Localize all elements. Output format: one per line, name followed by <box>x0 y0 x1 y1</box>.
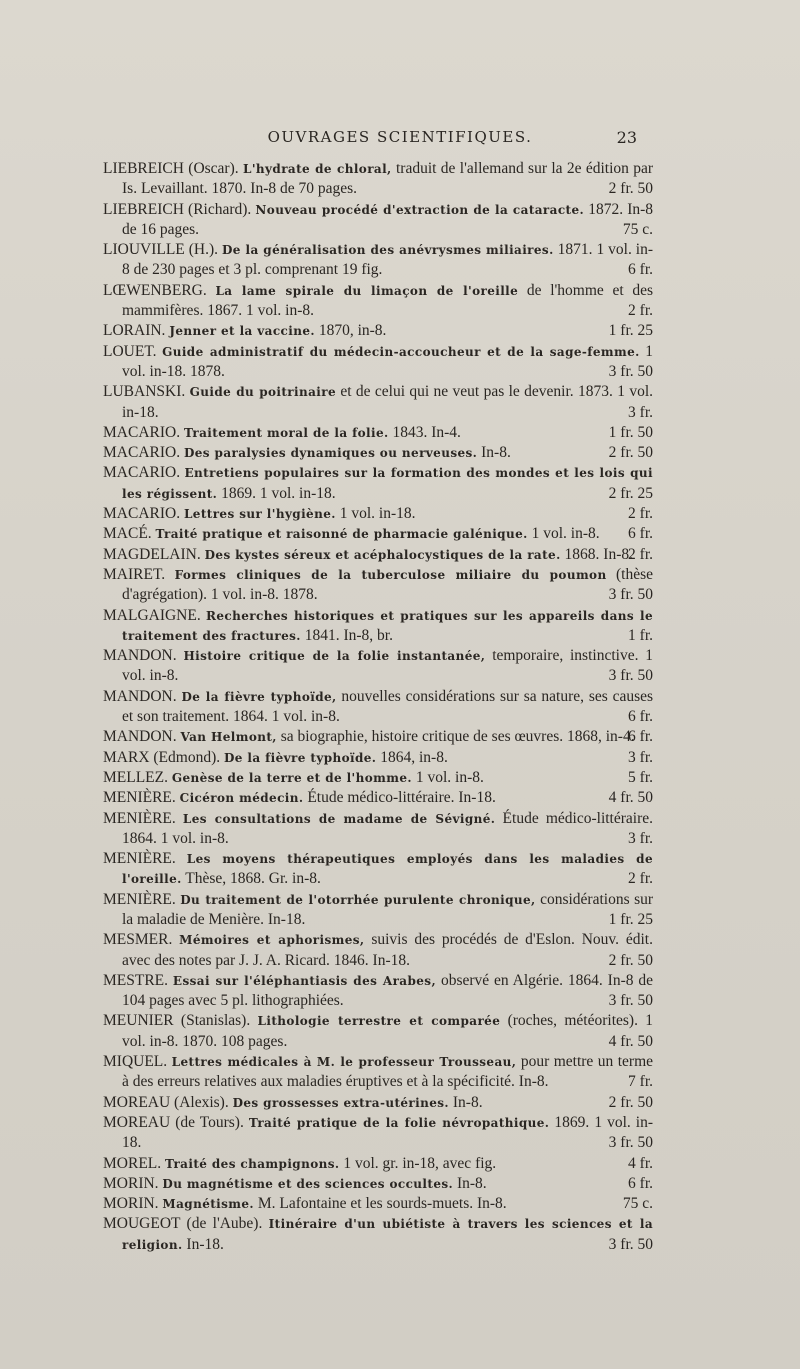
entry-price: 2 fr. <box>628 870 653 888</box>
entry-author: LIEBREICH (Richard). <box>103 200 252 218</box>
catalog-entry <box>103 321 653 341</box>
entry-title: Genèse de la terre et de l'homme. <box>171 770 412 785</box>
entry-details: 1 vol. in-18. <box>339 505 416 523</box>
entry-title: Du magnétisme et des sciences occultes. <box>162 1176 454 1191</box>
entry-author: LORAIN. <box>103 322 166 340</box>
entry-author: MACARIO. <box>103 464 181 482</box>
entry-title: Du traitement de l'otorrhée purulente chronique, <box>180 892 536 907</box>
entry-price: 3 fr. <box>628 748 653 766</box>
entry-price: 3 fr. <box>628 829 653 847</box>
entry-details: 1 vol. in-18. 1878. <box>122 342 653 380</box>
catalog-entry <box>103 788 653 808</box>
entry-title: Cicéron médecin. <box>179 791 304 806</box>
entry-price: 2 fr. <box>628 505 653 523</box>
catalog-entry <box>103 200 653 241</box>
entry-details: suivis des procédés de d'Eslon. Nouv. édit. avec des notes par J. J. A. Ricard. 1846. In-18. <box>122 931 653 969</box>
entry-details: 1868. In-8. <box>564 545 633 563</box>
entry-price: 6 fr. <box>628 728 653 746</box>
entry-price: 2 fr. 50 <box>608 444 653 462</box>
entry-title: Formes cliniques de la tuberculose miliaire du poumon <box>174 567 607 582</box>
catalog-entry <box>103 646 653 687</box>
entry-author: MENIÈRE. <box>103 850 176 868</box>
entry-author: MACARIO. <box>103 423 181 441</box>
entry-details: In-18. <box>186 1235 224 1253</box>
entry-author: MENIÈRE. <box>103 789 176 807</box>
catalog-entry <box>103 159 653 200</box>
entry-price: 4 fr. 50 <box>608 1032 653 1050</box>
catalog-entry <box>103 1154 653 1174</box>
entry-title: Traité pratique et raisonné de pharmacie galénique. <box>155 527 528 542</box>
page-header <box>0 128 800 152</box>
entry-price: 3 fr. 50 <box>608 1235 653 1253</box>
entry-author: MENIÈRE. <box>103 809 176 827</box>
entry-author: MOREAU (de Tours). <box>103 1113 244 1131</box>
entry-author: MORIN. <box>103 1195 159 1213</box>
entry-price: 6 fr. <box>628 708 653 726</box>
entry-title: Les moyens thérapeutiques employés dans les maladies de l'oreille. <box>122 852 653 887</box>
catalog-entry <box>103 1214 653 1255</box>
entry-author: MANDON. <box>103 687 177 705</box>
entry-title: Recherches historiques et pratiques sur les appareils dans le traitement des fractures. <box>122 608 654 643</box>
entry-title: Van Helmont, <box>180 730 277 745</box>
page-number: 23 <box>616 128 637 147</box>
catalog-entries <box>103 159 653 1255</box>
entry-price: 3 fr. <box>628 403 653 421</box>
entry-details: 1869. 1 vol. in-18. <box>221 484 336 502</box>
entry-details: considérations sur la maladie de Menière. In-18. <box>122 890 654 928</box>
entry-details: pour mettre un terme à des erreurs relatives aux maladies éruptives et à la spécificité. In-8. <box>122 1053 654 1091</box>
entry-title: Guide du poitrinaire <box>189 385 336 400</box>
entry-price: 4 fr. <box>628 1154 653 1172</box>
entry-title: Jenner et la vaccine. <box>169 324 315 339</box>
catalog-entry <box>103 930 653 971</box>
entry-title: Des kystes séreux et acéphalocystiques de la rate. <box>204 547 561 562</box>
entry-author: MESTRE. <box>103 971 169 989</box>
entry-details: sa biographie, histoire critique de ses œuvres. 1868, in-4. <box>280 728 635 746</box>
catalog-entry <box>103 545 653 565</box>
entry-author: LIOUVILLE (H.). <box>103 241 219 259</box>
entry-author: MELLEZ. <box>103 768 168 786</box>
catalog-entry <box>103 606 653 647</box>
catalog-entry <box>103 423 653 443</box>
catalog-entry <box>103 687 653 728</box>
entry-price: 75 c. <box>622 1195 653 1213</box>
catalog-entry <box>103 971 653 1012</box>
catalog-entry <box>103 1093 653 1113</box>
entry-price: 3 fr. 50 <box>608 1134 653 1152</box>
running-title: OUVRAGES SCIENTIFIQUES. <box>267 128 533 146</box>
entry-author: MIQUEL. <box>103 1053 168 1071</box>
entry-title: Lettres médicales à M. le professeur Trousseau, <box>171 1055 517 1070</box>
catalog-entry <box>103 1194 653 1214</box>
catalog-entry <box>103 281 653 322</box>
entry-details: (roches, météorites). 1 vol. in-8. 1870. 108 pages. <box>122 1012 654 1050</box>
catalog-entry <box>103 748 653 768</box>
entry-details: 1 vol. gr. in-18, avec fig. <box>343 1154 497 1172</box>
entry-author: LŒWENBERG. <box>103 281 207 299</box>
entry-price: 7 fr. <box>628 1073 653 1091</box>
entry-details: 1869. 1 vol. in-18. <box>122 1113 654 1152</box>
entry-price: 2 fr. 25 <box>608 484 653 502</box>
entry-details: temporaire, instinctive. 1 vol. in-8. <box>122 647 653 685</box>
entry-price: 3 fr. 50 <box>608 586 653 604</box>
catalog-entry <box>103 342 653 383</box>
entry-price: 5 fr. <box>628 768 653 786</box>
entry-details: de l'homme et des mammifères. 1867. 1 vol. in-8. <box>122 281 654 320</box>
catalog-entry <box>103 1011 653 1052</box>
entry-price: 2 fr. 50 <box>608 951 653 969</box>
entry-author: MEUNIER (Stanislas). <box>103 1012 251 1030</box>
entry-author: MENIÈRE. <box>103 890 176 908</box>
entry-author: MAIRET. <box>103 565 166 583</box>
entry-price: 1 fr. 25 <box>608 910 653 928</box>
entry-price: 6 fr. <box>628 525 653 543</box>
entry-author: MACÉ. <box>103 525 152 543</box>
entry-title: Des paralysies dynamiques ou nerveuses. <box>183 446 478 461</box>
entry-author: MORIN. <box>103 1174 159 1192</box>
catalog-entry <box>103 240 653 281</box>
entry-details: M. Lafontaine et les sourds-muets. In-8. <box>257 1195 507 1213</box>
entry-price: 2 fr. <box>628 545 653 563</box>
entry-title: Essai sur l'éléphantiasis des Arabes, <box>172 973 437 988</box>
entry-title: Magnétisme. <box>162 1197 254 1212</box>
entry-details: Étude médico-littéraire. In-18. <box>307 789 496 807</box>
entry-author: MANDON. <box>103 647 177 665</box>
entry-details: et de celui qui ne veut pas le devenir. 1873. 1 vol. in-18. <box>122 383 654 421</box>
entry-details: observé en Algérie. 1864. In-8 de 104 pages avec 5 pl. lithographiées. <box>122 971 654 1010</box>
entry-details: 1864, in-8. <box>380 748 448 766</box>
entry-details: 1841. In-8, br. <box>304 626 393 644</box>
entry-title: Des grossesses extra-utérines. <box>232 1095 449 1110</box>
entry-author: MACARIO. <box>103 444 181 462</box>
entry-author: MOUGEOT (de l'Aube). <box>103 1215 263 1233</box>
catalog-entry <box>103 1052 653 1093</box>
entry-author: MARX (Edmond). <box>103 748 221 766</box>
entry-title: Nouveau procédé d'extraction de la cataracte. <box>255 202 585 217</box>
entry-title: Entretiens populaires sur la formation des mondes et les lois qui les régissent. <box>122 466 653 501</box>
catalog-entry <box>103 1113 653 1154</box>
entry-price: 3 fr. 50 <box>608 362 653 380</box>
entry-details: 1 vol. in-8. <box>415 768 484 786</box>
entry-author: MANDON. <box>103 728 177 746</box>
entry-title: Mémoires et aphorismes, <box>179 933 365 948</box>
entry-details: In-8. <box>456 1174 487 1192</box>
entry-author: LUBANSKI. <box>103 383 186 401</box>
entry-details: 1843. In-4. <box>392 423 461 441</box>
catalog-entry <box>103 382 653 423</box>
entry-author: MOREL. <box>103 1154 162 1172</box>
entry-price: 6 fr. <box>628 261 653 279</box>
entry-author: MAGDELAIN. <box>103 545 201 563</box>
entry-details: traduit de l'allemand sur la 2e édition par Is. Levaillant. 1870. In-8 de 70 pages. <box>122 160 654 198</box>
entry-author: MOREAU (Alexis). <box>103 1093 229 1111</box>
entry-price: 3 fr. 50 <box>608 667 653 685</box>
catalog-entry <box>103 849 653 890</box>
entry-title: De la généralisation des anévrysmes miliaires. <box>221 243 554 258</box>
entry-price: 2 fr. 50 <box>608 180 653 198</box>
catalog-entry <box>103 565 653 606</box>
entry-price: 75 c. <box>622 220 653 238</box>
entry-author: MALGAIGNE. <box>103 606 201 624</box>
entry-details: Étude médico-littéraire. 1864. 1 vol. in-8. <box>122 809 654 847</box>
entry-price: 2 fr. 50 <box>608 1093 653 1111</box>
catalog-entry <box>103 463 653 504</box>
entry-details: Thèse, 1868. Gr. in-8. <box>185 870 321 888</box>
catalog-entry <box>103 768 653 788</box>
catalog-entry <box>103 890 653 931</box>
entry-title: Traité des champignons. <box>165 1156 340 1171</box>
entry-title: La lame spirale du limaçon de l'oreille <box>215 283 519 298</box>
entry-title: Lettres sur l'hygiène. <box>183 507 336 522</box>
entry-price: 3 fr. 50 <box>608 992 653 1010</box>
entry-price: 1 fr. 50 <box>608 423 653 441</box>
catalog-entry <box>103 1174 653 1194</box>
entry-title: Lithologie terrestre et comparée <box>257 1014 501 1029</box>
entry-price: 6 fr. <box>628 1174 653 1192</box>
entry-title: Traité pratique de la folie névropathique. <box>248 1115 550 1130</box>
catalog-entry <box>103 443 653 463</box>
entry-price: 2 fr. <box>628 302 653 320</box>
catalog-entry <box>103 727 653 747</box>
entry-title: Les consultations de madame de Sévigné. <box>182 811 496 826</box>
entry-title: De la fièvre typhoïde, <box>181 689 337 704</box>
entry-details: (thèse d'agrégation). 1 vol. in-8. 1878. <box>122 565 654 604</box>
entry-author: MESMER. <box>103 931 173 949</box>
entry-details: In-8. <box>452 1093 483 1111</box>
entry-details: 1872. In-8 de 16 pages. <box>122 200 654 238</box>
entry-price: 1 fr. <box>628 626 653 644</box>
catalog-entry <box>103 809 653 850</box>
entry-price: 1 fr. 25 <box>608 322 653 340</box>
entry-title: Itinéraire d'un ubiétiste à travers les sciences et la religion. <box>122 1217 654 1252</box>
entry-author: LOUET. <box>103 342 157 360</box>
entry-price: 4 fr. 50 <box>608 789 653 807</box>
entry-author: LIEBREICH (Oscar). <box>103 160 239 177</box>
entry-details: 1871. 1 vol. in-8 de 230 pages et 3 pl. comprenant 19 fig. <box>122 241 654 279</box>
entry-title: L'hydrate de chloral, <box>243 162 392 176</box>
entry-title: Traitement moral de la folie. <box>183 425 389 440</box>
entry-details: In-8. <box>481 444 511 462</box>
entry-author: MACARIO. <box>103 505 181 523</box>
entry-title: Guide administratif du médecin-accoucheur et de la sage-femme. <box>162 344 640 359</box>
catalog-entry <box>103 524 653 544</box>
entry-details: nouvelles considérations sur sa nature, ses causes et son traitement. 1864. 1 vol. in-8. <box>122 687 654 726</box>
entry-title: De la fièvre typhoïde. <box>223 750 377 765</box>
entry-details: 1870, in-8. <box>318 322 387 340</box>
entry-title: Histoire critique de la folie instantanée, <box>183 649 486 664</box>
entry-details: 1 vol. in-8. <box>531 525 600 543</box>
catalog-entry <box>103 504 653 524</box>
